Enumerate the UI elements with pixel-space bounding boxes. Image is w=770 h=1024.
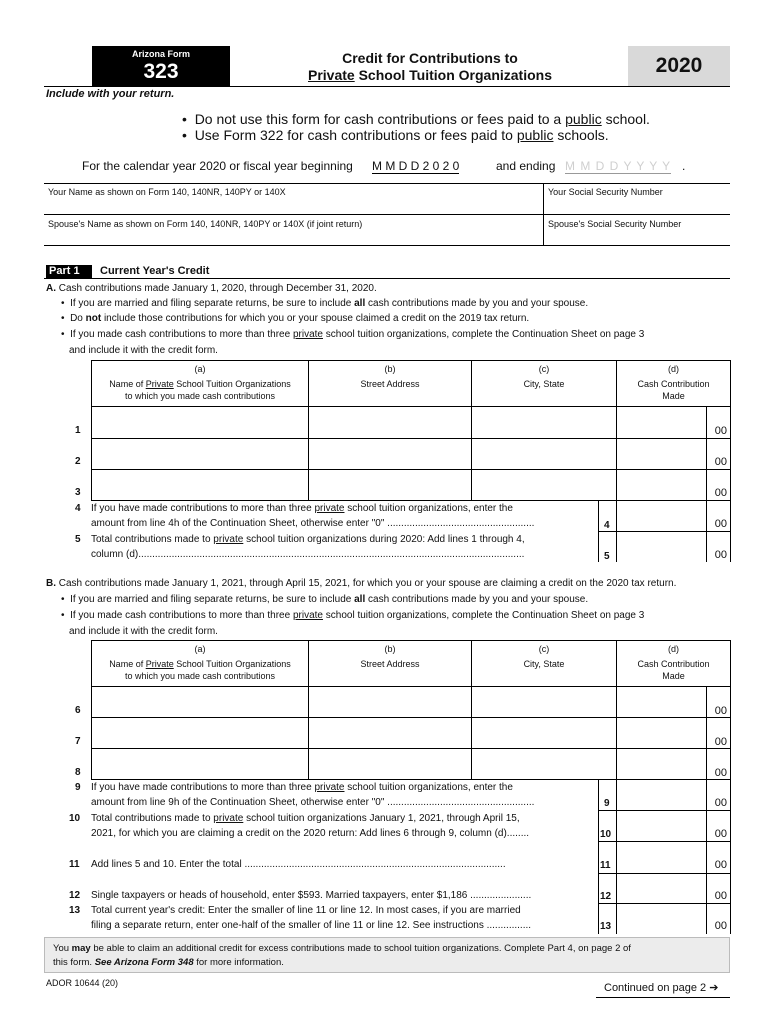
line-10-text: Total contributions made to private school tuition organizations January 1, 2021, through April 15, — [91, 813, 520, 824]
spouse-name-field[interactable]: Spouse's Name as shown on Form 140, 140NR, 140PY or 140X (if joint return) — [48, 219, 363, 229]
form-code: ADOR 10644 (20) — [46, 978, 119, 988]
line-9-cents: 00 — [714, 797, 727, 809]
col-a-head: (a) — [194, 644, 206, 654]
col-d-label-2: Made — [662, 671, 685, 681]
section-b-lead: B. Cash contributions made January 1, 2021, through April 15, 2021, for which you or your spouse are claiming a credit on the 2020 tax return. — [46, 578, 677, 589]
section-a-bullet-3: • If you made cash contributions to more than three private school tuition organizations, complete the Continuation Sheet on page 3 — [61, 329, 645, 340]
col-a-label: Name of Private School Tuition Organizations — [109, 379, 291, 389]
fiscal-begin-field[interactable]: M M D D 2 0 2 0 — [372, 159, 460, 173]
line-2-number: 2 — [75, 456, 81, 467]
line-5-number: 5 — [75, 534, 81, 545]
line-7-amount[interactable] — [617, 718, 706, 748]
rule — [91, 640, 731, 641]
line-10-cents: 00 — [714, 828, 727, 840]
col-d-head: (d) — [668, 364, 679, 374]
rule — [543, 183, 544, 245]
section-a-lead: A. Cash contributions made January 1, 2020, through December 31, 2020. — [46, 283, 377, 294]
line-12-amount[interactable] — [617, 874, 706, 903]
line-13-box-number: 13 — [600, 921, 612, 932]
footer-rule — [596, 997, 730, 998]
line-5-amount[interactable] — [617, 532, 706, 562]
line-2-amount[interactable] — [617, 439, 706, 469]
line-13-text-2: filing a separate return, enter one-half of the smaller of line 11 or line 12. See instructions ................ — [91, 920, 532, 931]
line-8-cents: 00 — [714, 767, 727, 779]
line-11-cents: 00 — [714, 859, 727, 871]
your-name-field[interactable]: Your Name as shown on Form 140, 140NR, 140PY or 140X — [48, 187, 286, 197]
your-ssn-field[interactable]: Your Social Security Number — [548, 187, 663, 197]
line-11-text: Add lines 5 and 10. Enter the total .............................................................................................. — [91, 859, 506, 870]
line-1-cents: 00 — [714, 425, 727, 437]
rule — [706, 406, 707, 562]
col-a-label-2: to which you made cash contributions — [124, 671, 276, 681]
rule — [598, 500, 599, 562]
rule — [730, 640, 731, 934]
section-b-bullet-2: • If you made cash contributions to more than three private school tuition organizations, complete the Continuation Sheet on page 3 — [61, 610, 645, 621]
col-c-head: (c) — [538, 364, 550, 374]
form-title-line2: Private School Tuition Organizations — [308, 67, 552, 83]
line-5-text: Total contributions made to private school tuition organizations during 2020: Add lines 1 through 4, — [91, 534, 525, 545]
line-6-cents: 00 — [714, 705, 727, 717]
line-6-number: 6 — [75, 705, 81, 716]
line-12-box-number: 12 — [600, 891, 612, 902]
line-3-cents: 00 — [714, 487, 727, 499]
col-a-head: (a) — [194, 364, 206, 374]
line-4-amount[interactable] — [617, 501, 706, 531]
tax-year: 2020 — [655, 54, 703, 77]
line-1-number: 1 — [75, 425, 81, 436]
section-b-bullet-1: • If you are married and filing separate returns, be sure to include all cash contributions made by you and your spouse. — [61, 594, 589, 605]
line-13-text: Total current year's credit: Enter the smaller of line 11 or line 12. In most cases, if you are married — [91, 905, 521, 916]
line-5-cents: 00 — [714, 549, 727, 561]
rule — [91, 360, 731, 361]
part1-title: Current Year's Credit — [100, 265, 210, 277]
line-8-number: 8 — [75, 767, 81, 778]
col-b-label: Street Address — [360, 659, 420, 669]
note-bullet-1: • Do not use this form for cash contributions or fees paid to a public school. — [182, 111, 650, 127]
section-a-bullet-2: • Do not include those contributions for which you or your spouse claimed a credit on the 2019 tax return. — [61, 313, 530, 324]
line-5-text-2: column (d)........................................................................................................................................... — [91, 549, 525, 560]
line-7-cents: 00 — [714, 736, 727, 748]
right-arrow-icon: ➔ — [709, 982, 719, 994]
line-1-amount[interactable] — [617, 407, 706, 438]
line-9-text-2: amount from line 9h of the Continuation Sheet, otherwise enter "0" ..................................................... — [91, 797, 535, 808]
line-9-text: If you have made contributions to more than three private school tuition organizations, enter the — [91, 782, 513, 793]
col-b-head: (b) — [384, 644, 396, 654]
col-b-label: Street Address — [360, 379, 420, 389]
line-4-box-number: 4 — [604, 520, 610, 531]
rule — [44, 245, 730, 246]
calendar-suffix: . — [682, 159, 686, 173]
line-10-text-2: 2021, for which you are claiming a credit on the 2020 return: Add lines 6 through 9, column (d)........ — [91, 828, 530, 839]
notice-line-1: You may be able to claim an additional credit for excess contributions made to school tuition organizations. Complete Part 4, on page 2 of — [53, 943, 631, 954]
line-4-text-2: amount from line 4h of the Continuation Sheet, otherwise enter "0" ..................................................... — [91, 518, 535, 529]
line-10-box-number: 10 — [600, 829, 612, 840]
line-12-number: 12 — [69, 890, 81, 901]
line-7-number: 7 — [75, 736, 81, 747]
col-c-label: City, State — [523, 659, 565, 669]
line-10-amount[interactable] — [617, 811, 706, 841]
line-3-number: 3 — [75, 487, 81, 498]
calendar-prefix: For the calendar year 2020 or fiscal year beginning — [82, 159, 353, 173]
col-d-label-2: Made — [662, 391, 685, 401]
col-b-head: (b) — [384, 364, 396, 374]
line-9-amount[interactable] — [617, 780, 706, 810]
line-11-box-number: 11 — [600, 860, 611, 871]
line-12-text: Single taxpayers or heads of household, enter $593. Married taxpayers, enter $1,186 ...................... — [91, 890, 532, 901]
rule — [706, 686, 707, 934]
fiscal-end-field[interactable]: M M D D Y Y Y Y — [565, 159, 672, 173]
form-title-line1: Credit for Contributions to — [342, 50, 518, 66]
line-9-box-number: 9 — [604, 798, 610, 809]
col-c-head: (c) — [538, 644, 550, 654]
col-d-label: Cash Contribution — [637, 659, 710, 669]
line-11-number: 11 — [69, 859, 80, 870]
line-11-amount[interactable] — [617, 842, 706, 873]
part1-rule — [44, 278, 730, 279]
line-13-number: 13 — [69, 905, 81, 916]
note-bullet-2: • Use Form 322 for cash contributions or fees paid to public schools. — [182, 127, 609, 143]
spouse-ssn-field[interactable]: Spouse's Social Security Number — [548, 219, 682, 229]
line-12-cents: 00 — [714, 890, 727, 902]
notice-line-2: this form. See Arizona Form 348 for more information. — [53, 957, 284, 968]
line-4-number: 4 — [75, 503, 81, 514]
col-a-label: Name of Private School Tuition Organizations — [109, 659, 291, 669]
col-a-label-2: to which you made cash contributions — [124, 391, 276, 401]
part1-tag: Part 1 — [49, 265, 80, 277]
line-9-number: 9 — [75, 782, 81, 793]
line-13-cents: 00 — [714, 920, 727, 932]
line-13-amount[interactable] — [617, 904, 706, 934]
line-3-amount[interactable] — [617, 470, 706, 500]
section-b-bullet-2-cont: and include it with the credit form. — [69, 626, 218, 637]
section-a-bullet-3-cont: and include it with the credit form. — [69, 345, 218, 356]
line-10-number: 10 — [69, 813, 81, 824]
line-6-amount[interactable] — [617, 687, 706, 717]
form-number: 323 — [143, 60, 179, 83]
line-4-cents: 00 — [714, 518, 727, 530]
line-4-text: If you have made contributions to more than three private school tuition organizations, enter the — [91, 503, 513, 514]
calendar-middle: and ending — [496, 159, 556, 173]
col-d-head: (d) — [668, 644, 679, 654]
col-c-label: City, State — [523, 379, 565, 389]
line-8-amount[interactable] — [617, 749, 706, 779]
line-5-box-number: 5 — [604, 551, 610, 562]
continued-note: Continued on page 2 ➔ — [604, 982, 719, 994]
section-a-bullet-1: • If you are married and filing separate returns, be sure to include all cash contributions made by you and your spouse. — [61, 298, 589, 309]
line-2-cents: 00 — [714, 456, 727, 468]
form-label: Arizona Form — [131, 49, 190, 59]
header-rule — [44, 86, 730, 87]
rule — [44, 183, 730, 184]
rule — [44, 214, 730, 215]
include-note: Include with your return. — [46, 88, 175, 100]
col-d-label: Cash Contribution — [637, 379, 710, 389]
rule — [730, 360, 731, 562]
rule — [598, 779, 599, 934]
